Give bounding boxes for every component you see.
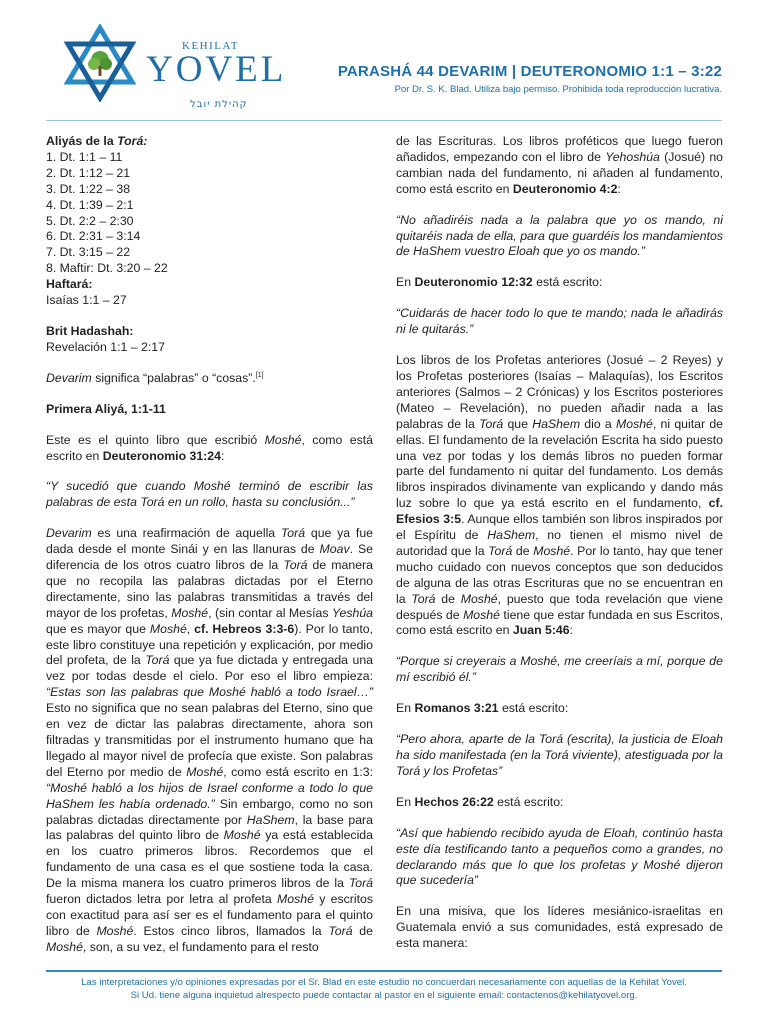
text-run: HaShem — [246, 812, 295, 827]
devarim-meaning: Devarim significa “palabras” o “cosas”.[1] — [46, 370, 264, 385]
text-run: , no tienen el mismo nivel de autoridad que la — [396, 528, 724, 558]
paragraph: En Hechos 26:22 está escrito: — [396, 794, 564, 809]
scripture-reference: Hechos 26:22 — [414, 794, 494, 809]
brand-name-hebrew: קהילת יובל — [190, 99, 248, 110]
text-run: , — [186, 621, 195, 636]
haftara-reference: Isaías 1:1 – 27 — [46, 293, 127, 308]
text-run: Torá — [283, 558, 308, 573]
scripture-reference: Deuteronomio 31:24 — [102, 448, 221, 463]
scripture-quote: “Y sucedió que cuando Moshé terminó de escribir las palabras de esta Torá en un rollo, hasta su conclusión...” — [46, 479, 373, 510]
text-run: . Por lo tanto, hay que tener mucho cuidado con nuevos conceptos que son deducidos de alguna de las otras Escrituras que no se encuentran en la — [396, 543, 723, 606]
text-run: Sin embargo, como no son palabras dictadas directamente por — [46, 796, 373, 827]
brit-hadashah-reference: Revelación 1:1 – 2:17 — [46, 339, 165, 354]
scripture-quote: “Cuidarás de hacer todo lo que te mando; nada le añadirás ni le quitarás.” — [396, 306, 723, 337]
text-run: que ya fue dictada y entregada una vez por todas desde el cielo. Por eso el libro empieza: — [46, 653, 373, 684]
paragraph: Este es el quinto libro que escribió Moshé, como está escrito en Deuteronomio 31:24: — [46, 432, 374, 463]
brand-name: YOVEL — [146, 49, 287, 90]
aliyot-item: 8. Maftir: Dt. 3:20 – 22 — [46, 261, 168, 276]
text-run: Moshé — [149, 621, 187, 636]
text-run: Esto no significa que no sean palabras del Eterno, sino que en vez de dictar las palabras directamente, ahora son filtradas y transmitidas por el instrumento humano que ha llegado al mayor nivel de profecía que existe. Son palabras del Eterno por medio de — [46, 701, 373, 779]
text-run: Torá — [479, 416, 504, 431]
text-run: Moshé — [277, 892, 314, 907]
text-run: Los libros de los Profetas anteriores (Josué – 2 Reyes) y los Profetas posteriores (Isaías – Malaquías), los Escritos anteriores (Salmos – 2 Crónicas) y los Escritos posteriores (Mateo – Revelación), no pueden añadir nada a las palabras de la — [396, 353, 723, 431]
text-run: Torá — [411, 591, 436, 606]
paragraph — [46, 526, 373, 955]
text-run: ya está establecida en los cuatro primeros libros. Recordemos que el fundamento de una casa es el que sostiene toda la casa. De la misma manera los cuatro primeros libros de la — [46, 828, 373, 891]
text-run: , la base para las palabras del quinto libro de — [46, 812, 373, 843]
aliyot-item: 6. Dt. 2:31 – 3:14 — [46, 229, 141, 244]
text-run: Moshé — [460, 591, 498, 606]
scripture-quote: “Así que habiendo recibido ayuda de Eloah, continúo hasta este día testificando tanto a pequeños como a grandes, no declarando más que lo que los profetas y Moshé dijeron que sucedería” — [396, 825, 723, 888]
header-divider — [46, 120, 722, 121]
document-header — [338, 63, 722, 95]
text-run: . Se diferencia de los otros cuatro libros de la — [46, 542, 373, 573]
scripture-reference: cf. Hebreos 3:3-6 — [194, 621, 295, 636]
scripture-quote: “Pero ahora, aparte de la Torá (escrita), la justicia de Eloah ha sido manifestada (en la Torá viviente), atestiguada por la Torá y los Profetas” — [396, 732, 723, 778]
text-run: : — [617, 181, 621, 196]
scripture-reference: Deuteronomio 4:2 — [512, 181, 618, 196]
text-run: . Estos cinco libros, llamados la — [133, 923, 329, 938]
brit-hadashah-label: Brit Hadashah: — [46, 323, 134, 338]
text-run: y escritos con exactitud para así ser es el fundamento para el quinto libro de — [46, 892, 373, 938]
scripture-quote: “No añadiréis nada a la palabra que yo os mando, ni quitaréis nada de ella, para que guardéis los mandamientos de HaShem vuestro Eloah que yo os mando.” — [396, 212, 723, 259]
scripture-quote: “Porque si creyerais a Moshé, me creeríais a mí, porque de mí escribió él.” — [396, 654, 723, 685]
paragraph — [396, 134, 723, 198]
text-run: Moshé — [223, 828, 261, 843]
text-run: que es mayor que — [46, 621, 150, 636]
aliyot-item: 7. Dt. 3:15 – 22 — [46, 245, 131, 260]
aliyot-item: 4. Dt. 1:39 – 2:1 — [46, 197, 134, 212]
paragraph: En Deuteronomio 12:32 está escrito: — [396, 275, 603, 290]
section-heading: Primera Aliyá, 1:1-11 — [46, 401, 166, 416]
text-run: , son, a su vez, el fundamento para el resto — [82, 939, 319, 954]
text-run: , ni quitar de ellas. El fundamento de la revelación Escrita ha sido puesto una vez por todas y los demás libros no pueden formar parte del fundamento ni quitar del fundamento. Los demás libros inspirados divinamente van explicando y dando más luz sobre lo que ya está escrito en el fundamento, — [396, 416, 723, 511]
aliyot-item: 2. Dt. 1:12 – 21 — [46, 165, 131, 180]
text-run: dio a — [580, 416, 616, 431]
text-run: . Aunque ellos también son libros inspirados por el Espíritu de — [396, 512, 724, 543]
text-run: Moshé — [96, 923, 134, 938]
text-run: de — [512, 543, 534, 558]
text-run: ). Por lo tanto, este libro constituye una repetición y explicación, por medio del profeta, de la — [46, 621, 373, 668]
left-column — [46, 134, 373, 971]
aliyot-item: 3. Dt. 1:22 – 38 — [46, 181, 131, 196]
haftara-label: Haftará: — [46, 277, 93, 292]
aliyot-item: 1. Dt. 1:1 – 11 — [46, 149, 123, 164]
page-subtitle: Por Dr. S. K. Blad. Utiliza bajo permiso. Prohibida toda reproducción lucrativa. — [394, 84, 722, 95]
aliyot-heading: Aliyás de la Torá: — [46, 134, 148, 148]
text-run: Moshé — [46, 939, 83, 954]
footer-disclaimer — [46, 976, 722, 1002]
text-run: Moshé — [186, 764, 224, 779]
footer-line: Si Ud. tiene alguna inquietud alrespecto puede contactar al pastor en el siguiente email: contactenos@kehilatyovel.org. — [130, 990, 638, 1001]
footer-divider — [46, 970, 722, 972]
text-run: de — [435, 591, 461, 606]
text-run: Torá — [280, 526, 306, 541]
scripture-reference: cf. Efesios 3:5 — [396, 496, 723, 527]
text-run: que ya fue dada desde el monte Sinái y en las llanuras de — [46, 526, 373, 557]
text-run: : — [569, 623, 574, 638]
text-run: de las Escrituras. Los libros proféticos que luego fueron añadidos, empezando con el libro de — [396, 134, 723, 164]
text-run: (Josué) no cambian nada del fundamento, ni añaden al fundamento, como está escrito en — [396, 149, 724, 196]
paragraph: En una misiva, que los líderes mesiánico-israelitas en Guatemala envió a sus comunidades, está expresado de esta manera: — [396, 904, 723, 951]
text-run: que — [503, 416, 533, 431]
paragraph: En Romanos 3:21 está escrito: — [396, 701, 569, 716]
text-run: Moshé — [615, 416, 653, 431]
scripture-reference: Deuteronomio 12:32 — [414, 275, 533, 290]
text-run: HaShem — [532, 416, 581, 431]
text-run: Torá — [488, 543, 513, 558]
text-run: Torá — [145, 653, 170, 668]
text-run: Moshé — [533, 543, 571, 558]
right-column — [396, 134, 723, 967]
text-run: Moshé — [463, 607, 500, 622]
scripture-reference: Juan 5:46 — [512, 623, 570, 638]
aliyot-item: 5. Dt. 2:2 – 2:30 — [46, 213, 134, 228]
scripture-reference: Romanos 3:21 — [414, 701, 499, 716]
text-run: es una reafirmación de aquella — [91, 526, 281, 541]
text-run: de — [352, 923, 373, 938]
text-run: tiene que estar fundada en sus Escritos, como está escrito en — [396, 607, 723, 638]
text-run: “Estas son las palabras que Moshé habló a todo Israel…” — [46, 685, 373, 700]
brand-name-small: KEHILAT — [182, 40, 239, 52]
kehilat-yovel-logo — [62, 24, 287, 110]
text-run: Torá — [328, 923, 353, 938]
text-run: , (sin contar al Mesías — [208, 605, 332, 620]
text-run: “Moshé habló a los hijos de Israel conforme a todo lo que HaShem les había ordenado.” — [46, 780, 373, 811]
page-title: PARASHÁ 44 DEVARIM | DEUTERONOMIO 1:1 – 3:22 — [337, 63, 722, 80]
text-run: Moshé — [171, 605, 209, 620]
text-run: Torá — [348, 876, 373, 891]
text-run: HaShem — [487, 528, 536, 543]
text-run: , puesto que toda revelación que viene después de — [396, 591, 723, 622]
text-run: Devarim — [46, 526, 92, 541]
star-of-david-tree-icon — [62, 24, 138, 102]
text-run: , como está escrito en 1:3: — [223, 764, 373, 779]
text-run: Yehoshúa — [605, 149, 660, 164]
text-run: Moav — [319, 542, 350, 557]
footnote-marker[interactable]: [1] — [255, 371, 264, 379]
text-run: fueron dictados letra por letra al profeta — [46, 892, 278, 907]
paragraph — [396, 353, 723, 639]
text-run: de manera que no recopila las palabras dictadas por el Eterno directamente, sino las palabras transmitidas a través del mayor de los profetas, — [46, 558, 373, 620]
footer-line: Las interpretaciones y/o opiniones expresadas por el Sr. Blad en este estudio no concuerdan necesariamente con aquellas de la Kehilat Yovel. — [81, 977, 687, 988]
text-run: Yeshúa — [331, 605, 373, 620]
